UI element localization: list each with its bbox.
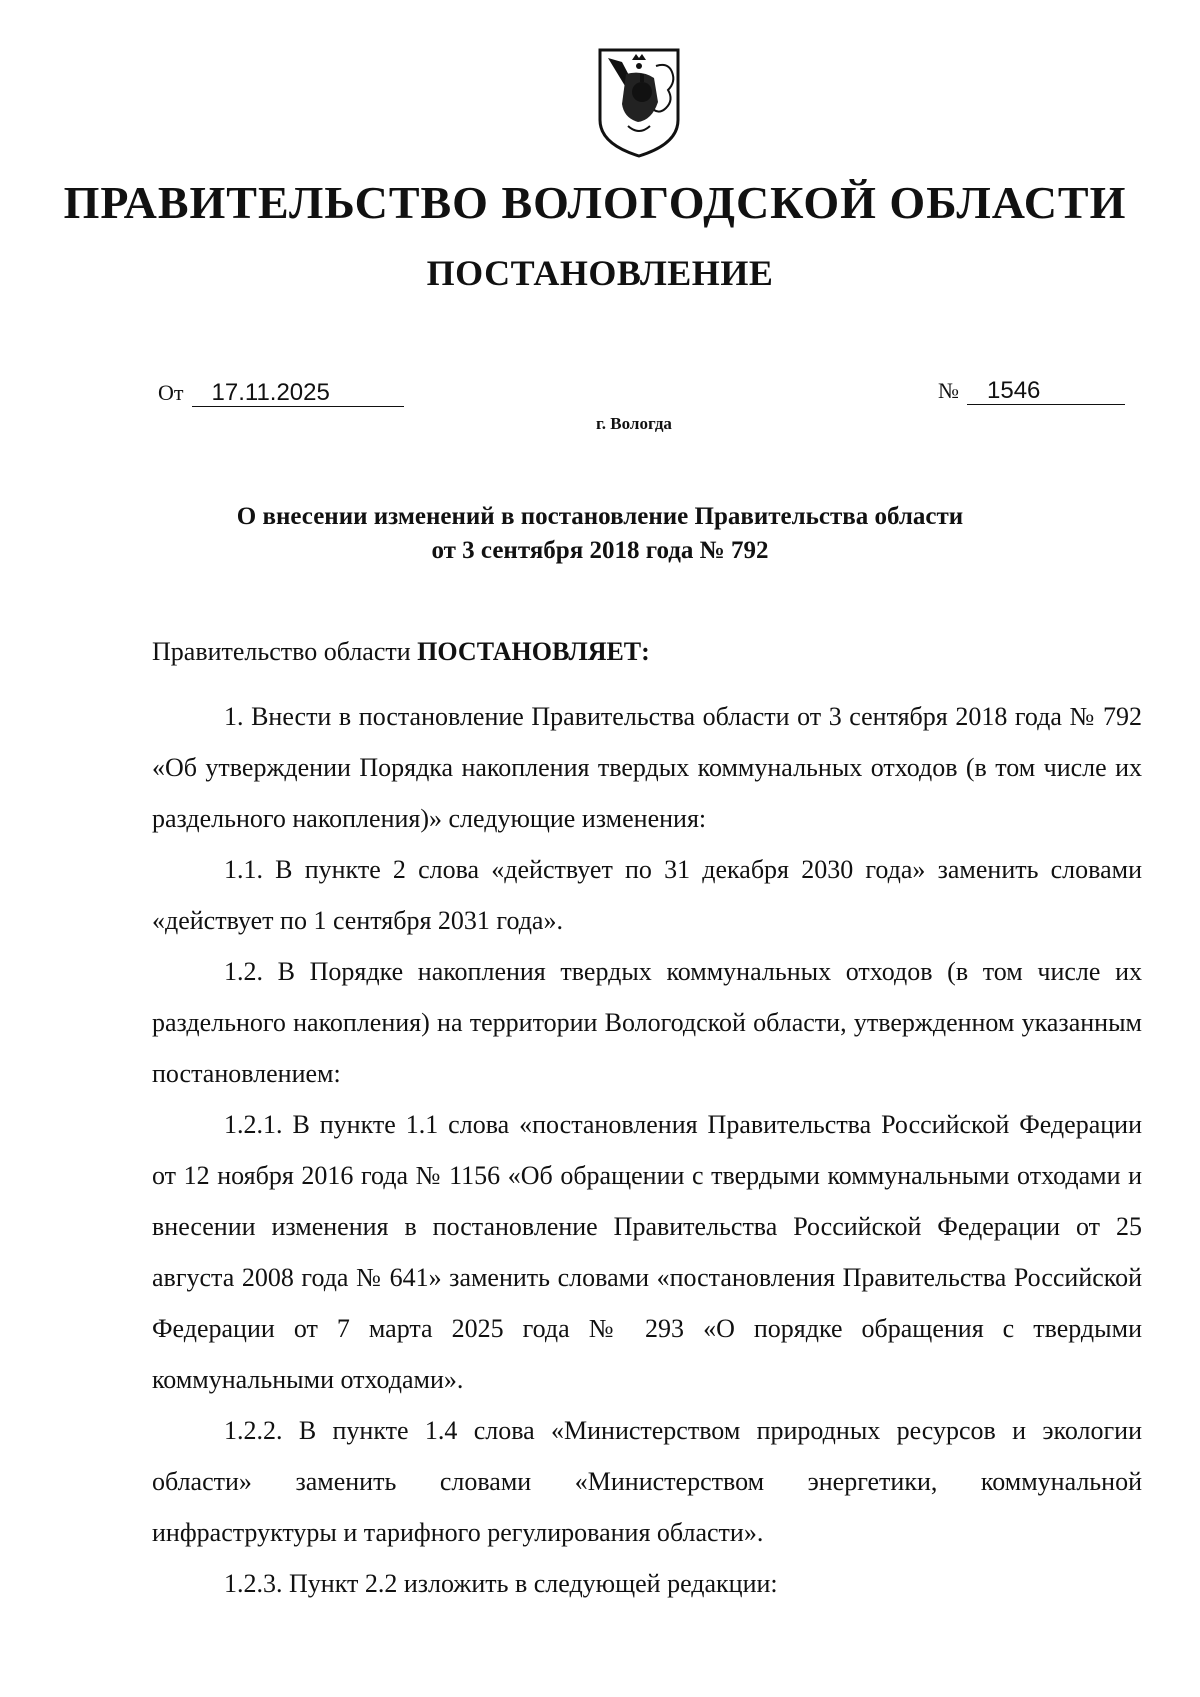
paragraph-1-2-3: 1.2.3. Пункт 2.2 изложить в следующей редакции: — [224, 1569, 778, 1598]
paragraph-1-1: 1.1. В пункте 2 слова «действует по 31 декабря 2030 года» заменить словами «действует по 1 сентября 2031 года». — [152, 855, 1142, 935]
coat-of-arms-emblem — [596, 44, 682, 160]
resolution-intro — [152, 626, 1142, 677]
document-body — [152, 626, 1142, 1609]
city-name: г. Вологда — [596, 414, 672, 433]
intro-text: Правительство области — [152, 637, 411, 666]
document-subject — [130, 500, 1070, 568]
number-value: 1546 — [967, 378, 1125, 405]
paragraph-1-2-1: 1.2.1. В пункте 1.1 слова «постановления Правительства Российской Федерации от 12 ноября 2016 года № 1156 «Об обращении с твердыми коммунальными отходами и внесении изменения в постановление Правительства Российской Федерации от 25 августа 2008 года № 641» заменить словами «постановления Правительства Российской Федерации от 7 марта 2025 года № 293 «О порядке обращения с твердыми коммунальными отходами». — [152, 1110, 1142, 1394]
subject-line-2: от 3 сентября 2018 года № 792 — [431, 537, 769, 564]
subject-line-1: О внесении изменений в постановление Правительства области — [236, 503, 964, 530]
paragraph-1: 1. Внести в постановление Правительства области от 3 сентября 2018 года № 792 «Об утверждении Порядка накопления твердых коммунальных отходов (в том числе их раздельного накопления)» следующие изменения: — [152, 702, 1142, 833]
date-value: 17.11.2025 — [192, 380, 404, 407]
date-row — [158, 380, 404, 407]
date-label: От — [158, 380, 184, 405]
number-label: № — [938, 378, 959, 403]
paragraph-1-2: 1.2. В Порядке накопления твердых коммунальных отходов (в том числе их раздельного накопления) на территории Вологодской области, утвержденном указанным постановлением: — [152, 957, 1142, 1088]
government-title: ПРАВИТЕЛЬСТВО ВОЛОГОДСКОЙ ОБЛАСТИ — [63, 177, 1127, 228]
document-type-title: ПОСТАНОВЛЕНИЕ — [426, 253, 774, 293]
number-row — [938, 378, 1125, 405]
intro-resolves: ПОСТАНОВЛЯЕТ: — [417, 637, 650, 666]
paragraph-1-2-2: 1.2.2. В пункте 1.4 слова «Министерством природных ресурсов и экологии области» заменить словами «Министерством энергетики, коммунальной инфраструктуры и тарифного регулирования области». — [152, 1416, 1142, 1547]
